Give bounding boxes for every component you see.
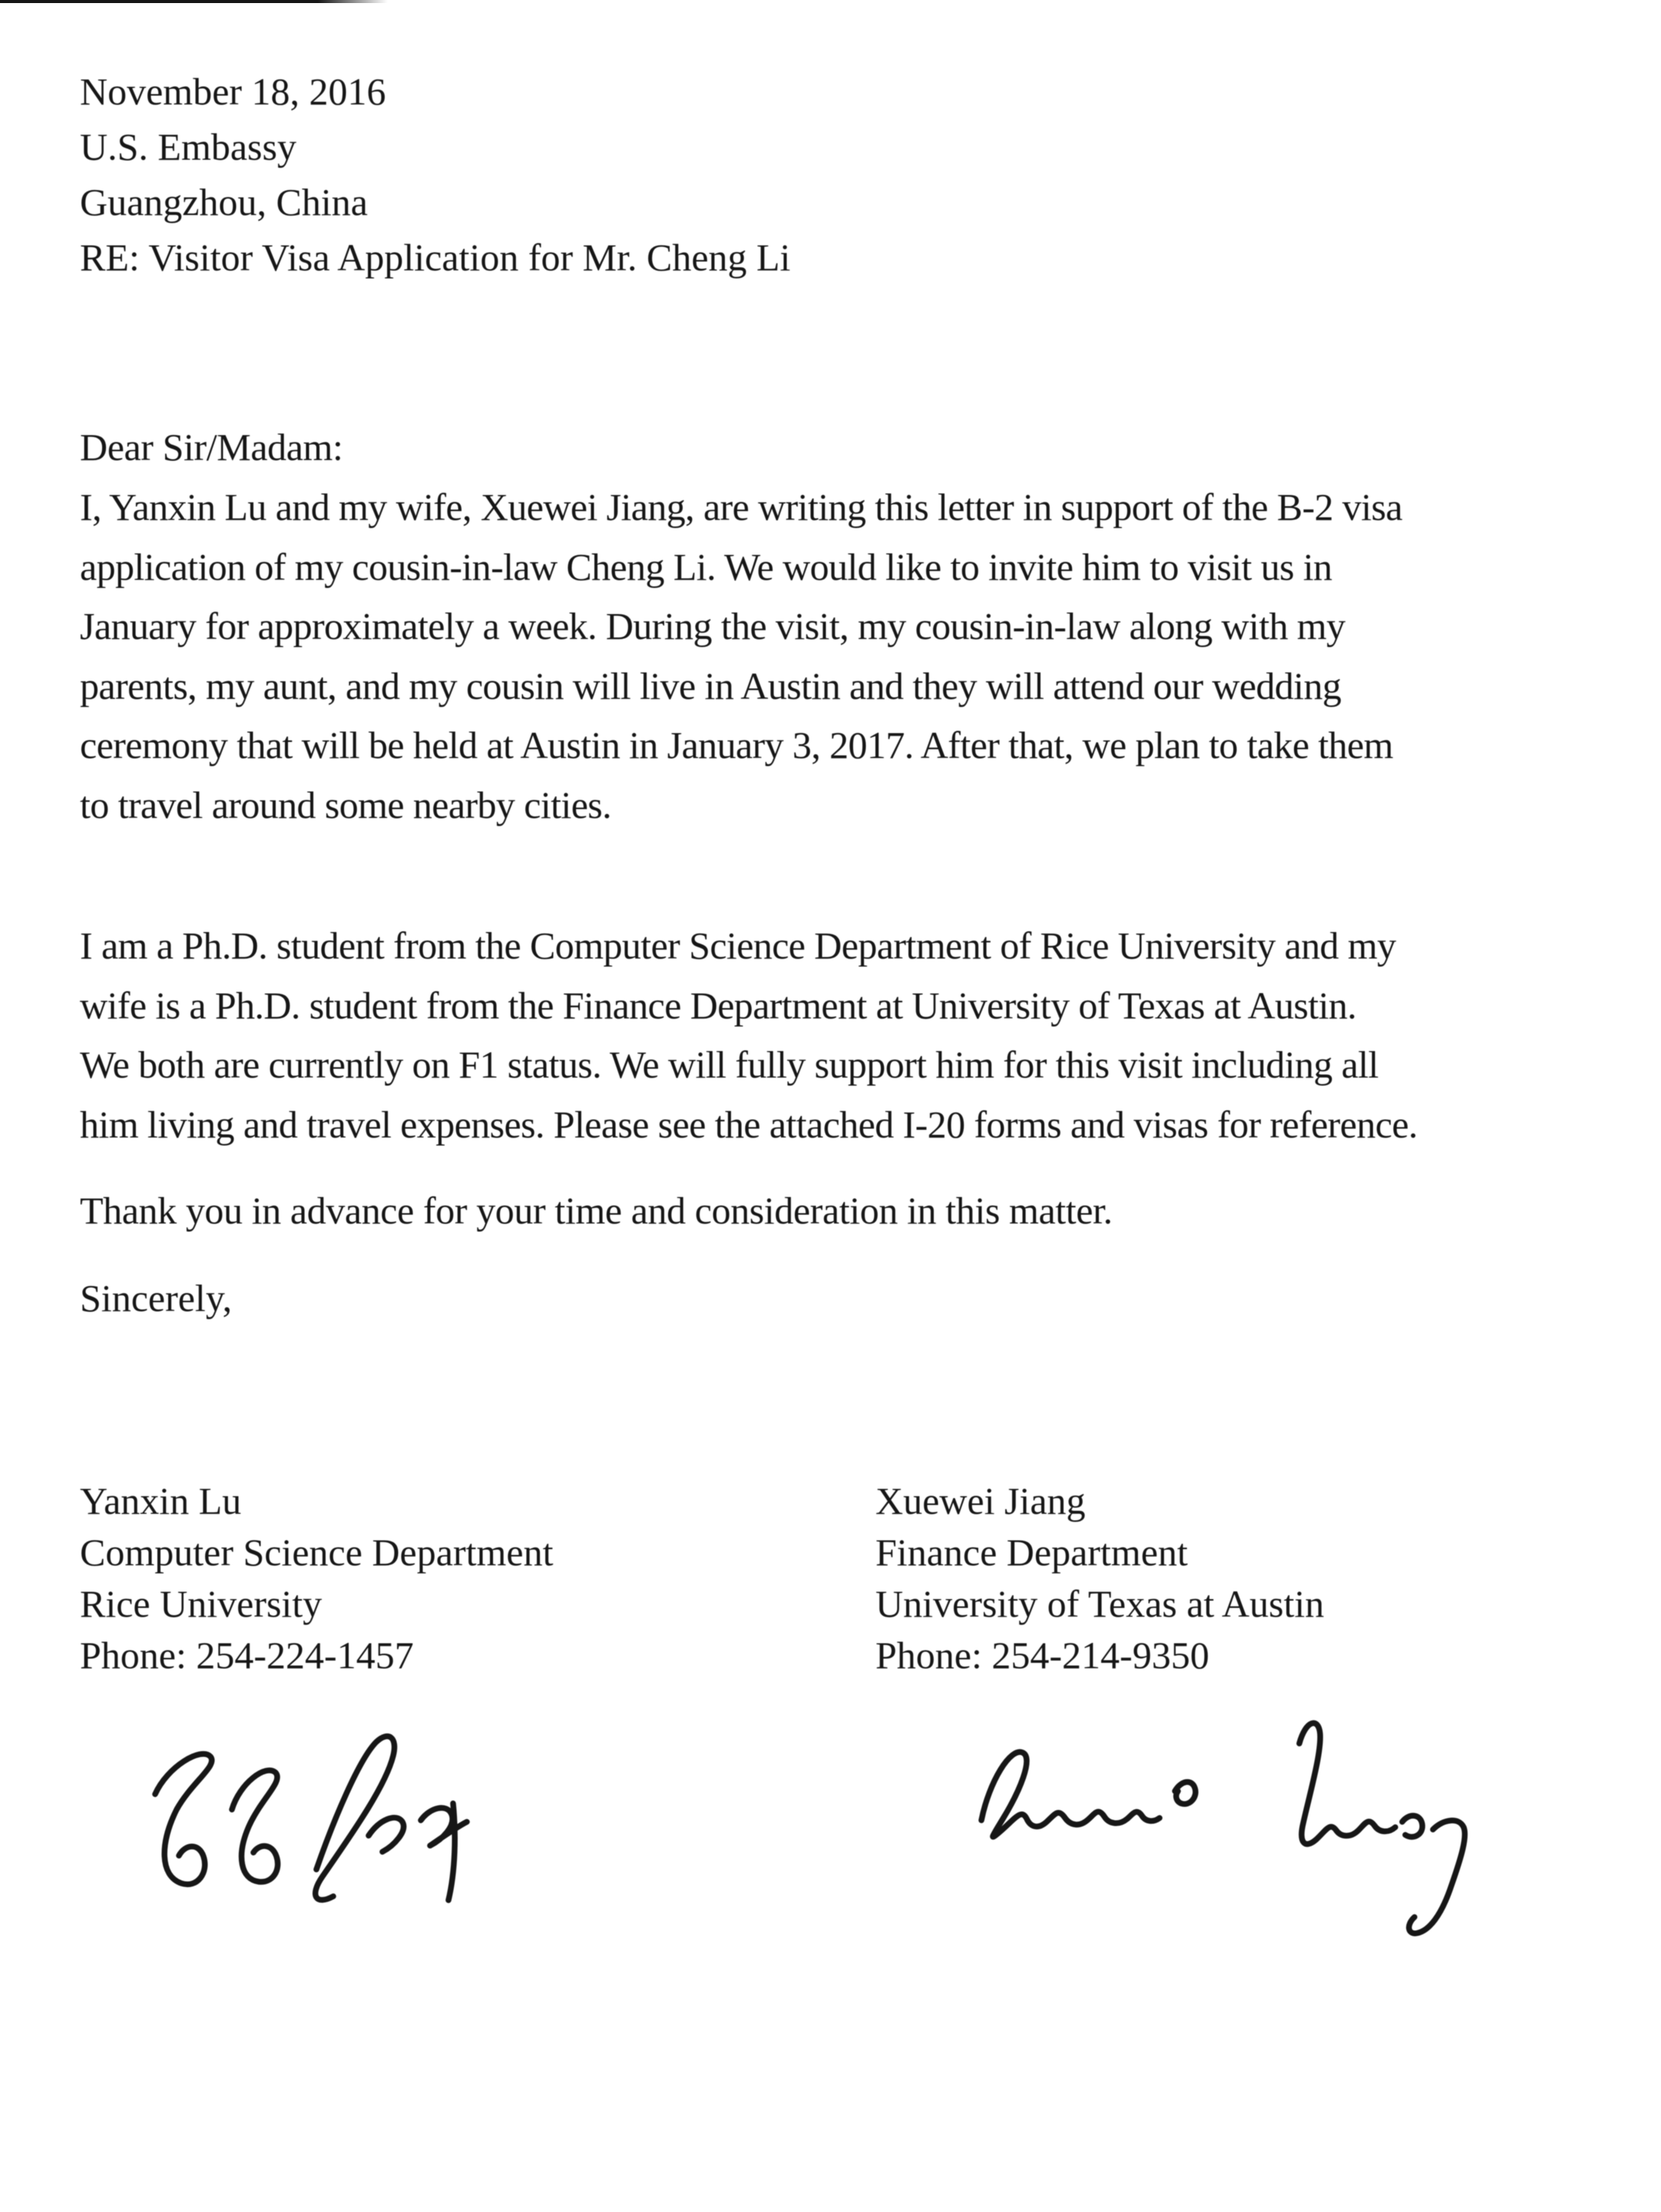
- body-line: him living and travel expenses. Please see the attached I-20 forms and visas for reference.: [80, 1102, 1418, 1146]
- recipient-line: Guangzhou, China: [80, 180, 368, 224]
- letter-header: [80, 64, 790, 285]
- signatory-name: Xuewei Jiang: [875, 1479, 1086, 1522]
- body-line: I am a Ph.D. student from the Computer Science Department of Rice University and my: [80, 924, 1396, 967]
- body-paragraph-2: [80, 916, 1418, 1154]
- signatory-block-xuewei-jiang: [875, 1475, 1661, 1681]
- xuewei-jiang-handwritten-signature: [945, 1707, 1513, 1937]
- body-line: January for approximately a week. During the visit, my cousin-in-law along with my: [80, 604, 1345, 647]
- recipient-line: U.S. Embassy: [80, 125, 296, 168]
- body-line: parents, my aunt, and my cousin will live in Austin and they will attend our wedding: [80, 664, 1342, 707]
- yanxin-lu-handwritten-signature: [115, 1719, 499, 1911]
- scan-artifact-line: [0, 0, 388, 3]
- body-line: We both are currently on F1 status. We will fully support him for this visit including all: [80, 1043, 1378, 1086]
- signatory-phone: Phone: 254-224-1457: [80, 1634, 414, 1677]
- signatory-name: Yanxin Lu: [80, 1479, 242, 1522]
- body-line: I, Yanxin Lu and my wife, Xuewei Jiang, are writing this letter in support of the B-2 visa: [80, 485, 1403, 528]
- body-line: to travel around some nearby cities.: [80, 783, 612, 826]
- closing-line: Thank you in advance for your time and consideration in this matter.: [80, 1189, 1113, 1232]
- signatory-department: Computer Science Department: [80, 1531, 554, 1574]
- signature-columns: [80, 1475, 1661, 1681]
- subject-line: RE: Visitor Visa Application for Mr. Cheng Li: [80, 236, 791, 279]
- signoff-line: Sincerely,: [80, 1277, 233, 1320]
- date-line: November 18, 2016: [80, 70, 386, 113]
- body-paragraph-1: [80, 478, 1402, 835]
- salutation: Dear Sir/Madam:: [80, 426, 343, 469]
- body-line: application of my cousin-in-law Cheng Li. We would like to invite him to visit us in: [80, 545, 1332, 588]
- signatory-phone: Phone: 254-214-9350: [875, 1634, 1209, 1677]
- signatory-institution: Rice University: [80, 1582, 323, 1625]
- signatory-institution: University of Texas at Austin: [875, 1582, 1325, 1625]
- signatory-department: Finance Department: [875, 1531, 1188, 1574]
- body-line: ceremony that will be held at Austin in January 3, 2017. After that, we plan to take them: [80, 724, 1394, 767]
- body-line: wife is a Ph.D. student from the Finance Department at University of Texas at Austin.: [80, 983, 1357, 1027]
- signatory-block-yanxin-lu: [80, 1475, 875, 1681]
